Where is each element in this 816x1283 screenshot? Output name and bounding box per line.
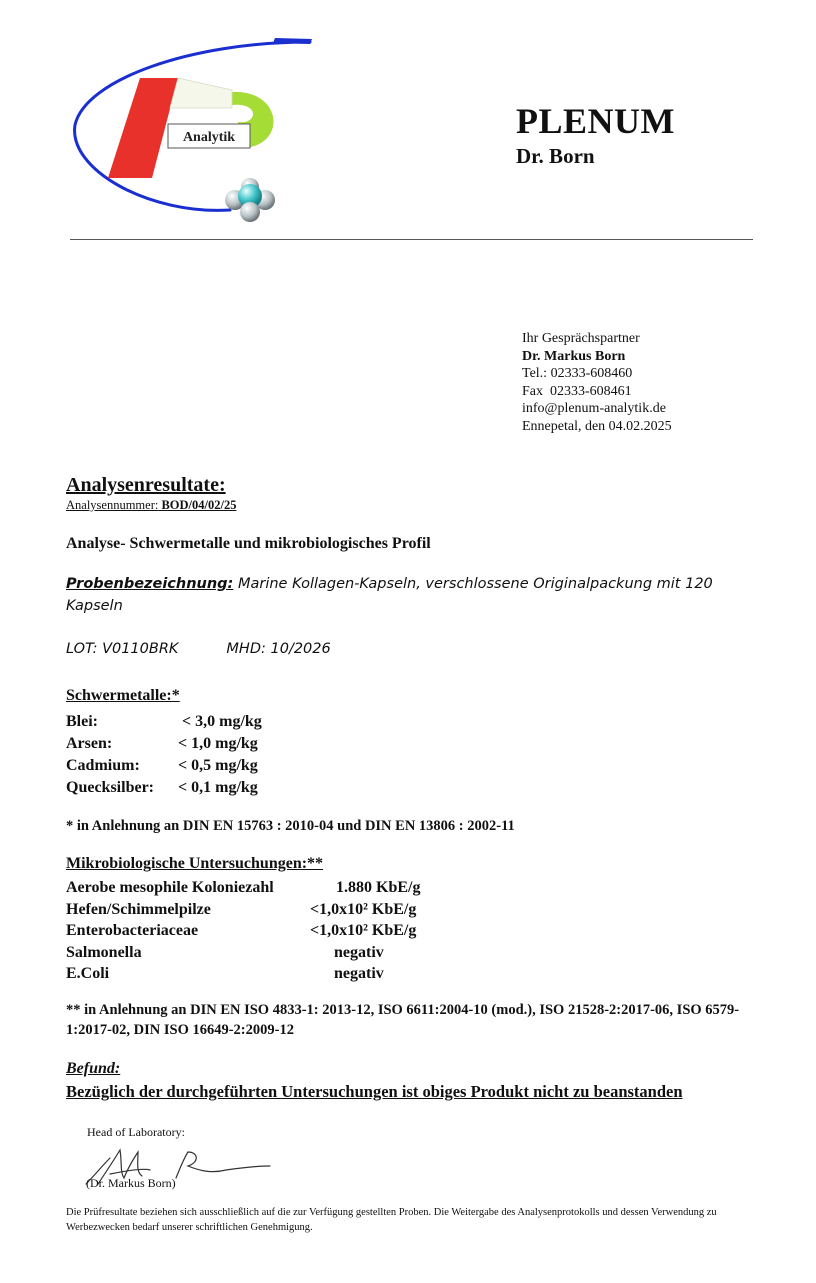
table-row <box>66 711 262 733</box>
micro-name: Aerobe mesophile Koloniezahl <box>66 879 274 896</box>
metals-footnote: * in Anlehnung an DIN EN 15763 : 2010-04 und DIN EN 13806 : 2002-11 <box>66 818 515 834</box>
micro-value: <1,0x10² KbE/g <box>310 922 417 939</box>
analysis-subject: Analyse- Schwermetalle und mikrobiologisches Profil <box>66 535 431 552</box>
results-heading: Analysenresultate: <box>66 474 226 496</box>
metal-value: < 1,0 mg/kg <box>178 735 258 752</box>
sample-label: Probenbezeichnung: <box>66 576 234 592</box>
sample-description <box>66 573 766 617</box>
contact-person: Dr. Markus Born <box>522 348 626 364</box>
contact-label: Ihr Gesprächspartner <box>522 331 640 346</box>
analysis-number-value: BOD/04/02/25 <box>161 498 237 512</box>
table-row <box>66 733 262 755</box>
contact-phone: Tel.: 02333-608460 <box>522 366 633 382</box>
lot-line <box>66 641 331 657</box>
signer-name: (Dr. Markus Born) <box>86 1176 176 1190</box>
metal-name: Cadmium: <box>66 757 140 774</box>
metals-heading: Schwermetalle:* <box>66 687 180 704</box>
contact-fax: Fax 02333-608461 <box>522 383 632 399</box>
company-name: PLENUM <box>516 101 675 141</box>
header-divider <box>70 239 753 240</box>
metals-table <box>66 711 262 799</box>
analysis-number <box>66 498 236 513</box>
table-row <box>66 899 417 921</box>
micro-value: negativ <box>334 943 384 961</box>
table-row <box>66 942 384 964</box>
metal-name: Blei: <box>66 713 98 730</box>
analysis-number-label: Analysennummer: <box>66 498 159 512</box>
metal-value: < 3,0 mg/kg <box>182 713 262 730</box>
table-row <box>66 777 262 799</box>
metal-name: Arsen: <box>66 735 113 752</box>
micro-name: Enterobacteriaceae <box>66 922 199 939</box>
contact-block <box>522 330 672 436</box>
document-date: Ennepetal, den 04.02.2025 <box>522 418 672 434</box>
befund-heading: Befund: <box>66 1060 121 1077</box>
micro-value: 1.880 KbE/g <box>336 879 421 896</box>
disclaimer: Die Prüfresultate beziehen sich ausschließlich auf die zur Verfügung gestellten Proben. Die Weitergabe des Analysenprotokolls und dessen Verwendung zu Werbezwecken bedarf unserer schriftlichen Genehmigung. <box>66 1207 717 1233</box>
metal-name: Quecksilber: <box>66 779 154 796</box>
micro-name: Hefen/Schimmelpilze <box>66 900 211 918</box>
sample-text: Marine Kollagen-Kapseln, verschlossene Originalpackung mit 120 Kapseln <box>66 576 713 614</box>
head-of-laboratory-label: Head of Laboratory: <box>87 1125 185 1139</box>
table-row <box>66 920 417 942</box>
micro-table <box>66 877 421 985</box>
lot-number: LOT: V0110BRK <box>66 641 179 657</box>
table-row <box>66 755 262 777</box>
metal-value: < 0,5 mg/kg <box>178 757 258 774</box>
micro-footnote: ** in Anlehnung an DIN EN ISO 4833-1: 2013-12, ISO 6611:2004-10 (mod.), ISO 21528-2:2017-06, ISO 6579-1:2017-02, DIN ISO 16649-2:2009-12 <box>66 1002 740 1038</box>
table-row <box>66 963 384 985</box>
micro-name: Salmonella <box>66 943 142 961</box>
micro-value: negativ <box>334 965 384 982</box>
contact-email: info@plenum-analytik.de <box>522 401 666 417</box>
micro-heading: Mikrobiologische Untersuchungen:** <box>66 855 324 872</box>
micro-name: E.Coli <box>66 965 110 982</box>
mhd-date: MHD: 10/2026 <box>226 641 331 657</box>
company-subtitle: Dr. Born <box>516 144 595 168</box>
micro-value: <1,0x10² KbE/g <box>310 900 417 918</box>
metal-value: < 0,1 mg/kg <box>178 779 258 796</box>
logo-text: Analytik <box>182 130 236 145</box>
table-row <box>66 877 421 899</box>
company-logo <box>60 30 330 230</box>
befund-text: Bezüglich der durchgeführten Untersuchungen ist obiges Produkt nicht zu beanstanden <box>66 1082 683 1101</box>
